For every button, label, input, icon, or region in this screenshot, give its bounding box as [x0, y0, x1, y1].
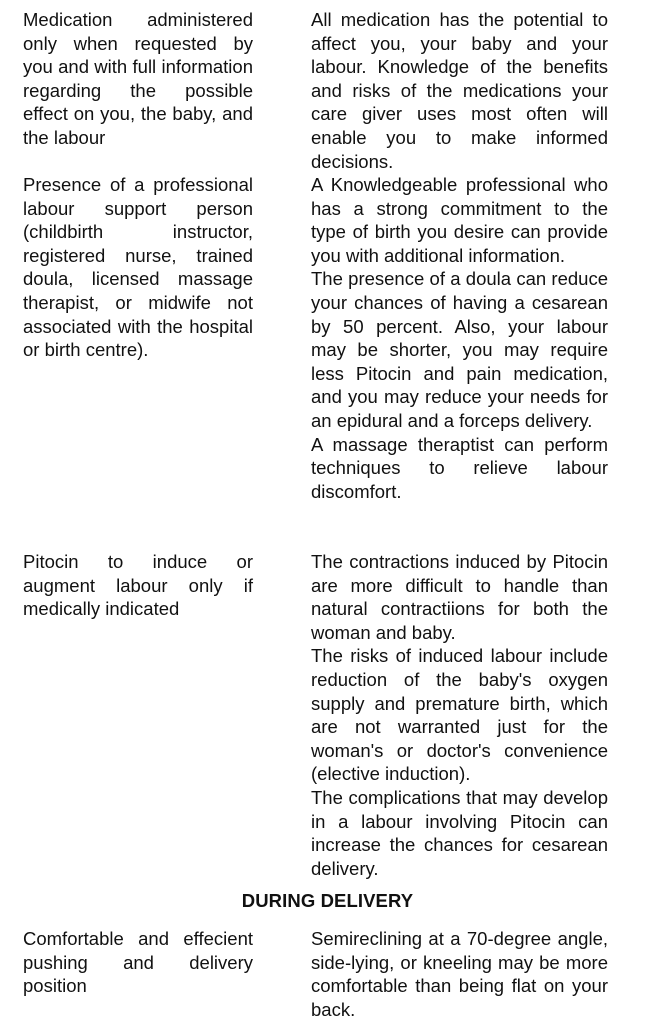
explanation-paragraph: The contractions induced by Pitocin are more difficult to handle than natural contractiions for both the woman and baby.: [311, 551, 608, 643]
explanation-paragraph: A massage theraptist can perform techniques to relieve labour discomfort.: [311, 433, 608, 502]
explanation-paragraph: A Knowledgeable professional who has a strong commitment to the type of birth you desire can provide you with additional information.: [311, 174, 608, 266]
explanation-paragraph: The presence of a doula can reduce your chances of having a cesarean by 50 percent. Also, your labour may be shorter, you may require less Pitocin and pain medication, and you may reduce your needs for an epidural and a forceps delivery.: [311, 268, 608, 431]
option-text: Comfortable and effecient pushing and delivery position: [23, 928, 253, 997]
explanation-text: [311, 173, 608, 503]
explanation-text: [311, 550, 608, 880]
explanation-text: [311, 8, 608, 173]
section-heading: DURING DELIVERY: [241, 890, 414, 911]
explanation-text: [311, 927, 608, 1021]
explanation-paragraph: All medication has the potential to affect you, your baby and your labour. Knowledge of the benefits and risks of the medications your care giver uses most often will enable you to make informed decisions.: [311, 9, 608, 172]
option-text: Pitocin to induce or augment labour only if medically indicated: [23, 551, 253, 620]
explanation-paragraph: The risks of induced labour include reduction of the baby's oxygen supply and premature birth, which are not warranted just for the woman's or doctor's convenience (elective induction).: [311, 645, 608, 785]
option-text: Presence of a professional labour support person (childbirth instructor, registered nurse, trained doula, licensed massage therapist, or midwife not associated with the hospital or birth centre).: [23, 174, 253, 361]
explanation-paragraph: Semireclining at a 70-degree angle, side-lying, or kneeling may be more comfortable than being flat on your back.: [311, 928, 608, 1020]
explanation-paragraph: The complications that may develop in a labour involving Pitocin can increase the chances for cesarean delivery.: [311, 786, 608, 879]
option-text: Medication administered only when requested by you and with full information regarding the possible effect on you, the baby, and the labour: [23, 9, 253, 148]
